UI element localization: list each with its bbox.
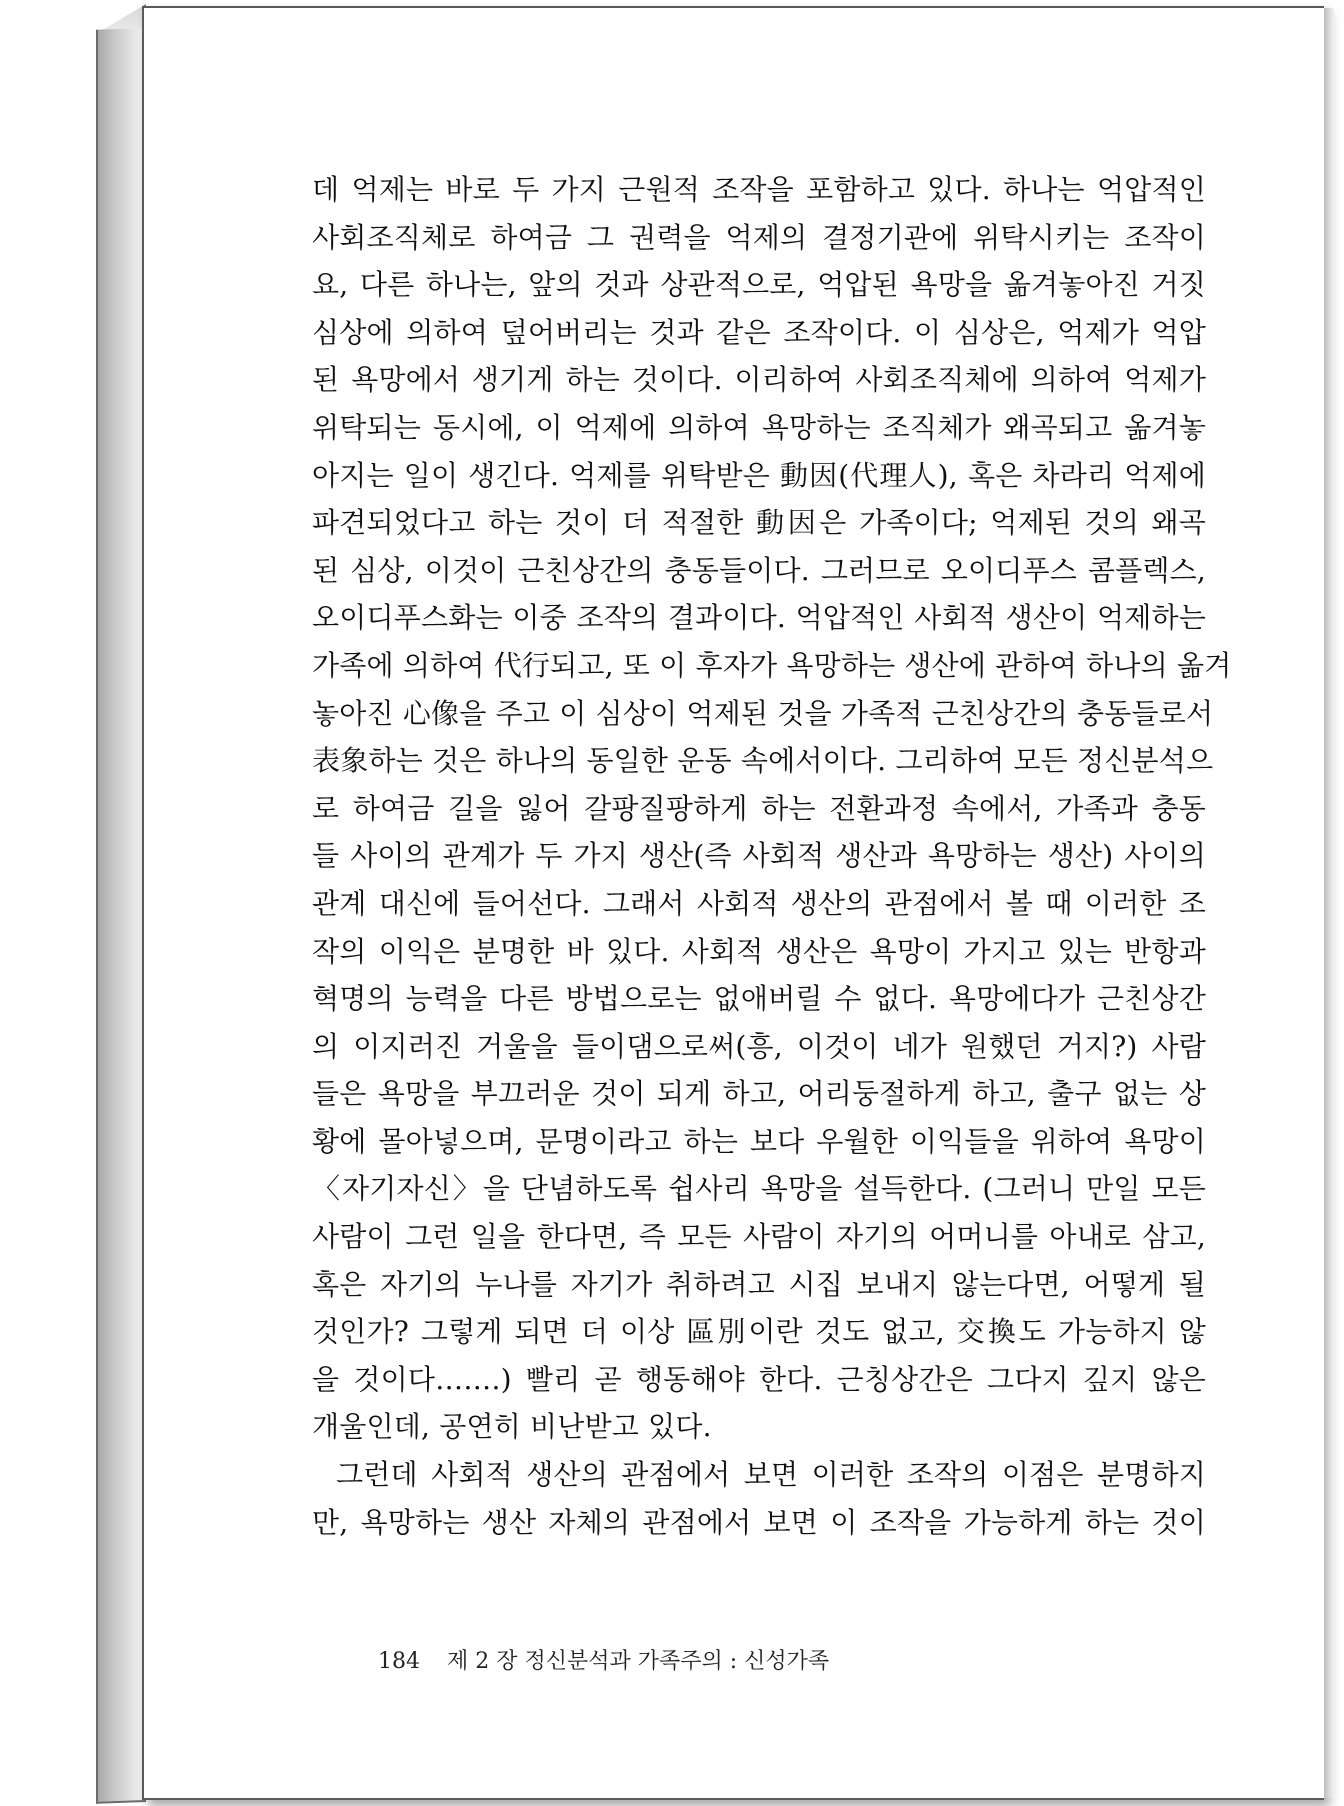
- text-line: 위탁되는 동시에, 이 억제에 의하여 욕망하는 조직체가 왜곡되고 옮겨놓: [312, 410, 1206, 444]
- text-line: 들은 욕망을 부끄러운 것이 되게 하고, 어리둥절하게 하고, 출구 없는 상: [312, 1077, 1206, 1111]
- body-text: [312, 166, 1232, 1546]
- text-line: 작의 이익은 분명한 바 있다. 사회적 생산은 욕망이 가지고 있는 반항과: [312, 934, 1206, 968]
- text-line: 요, 다른 하나는, 앞의 것과 상관적으로, 억압된 욕망을 옮겨놓아진 거짓: [312, 268, 1206, 302]
- text-line: 된 욕망에서 생기게 하는 것이다. 이리하여 사회조직체에 의하여 억제가: [312, 363, 1206, 397]
- text-line: 심상에 의하여 덮어버리는 것과 같은 조작이다. 이 심상은, 억제가 억압: [312, 315, 1206, 349]
- page-stack-edge: [96, 28, 146, 1804]
- text-line: 파견되었다고 하는 것이 더 적절한 動因은 가족이다; 억제된 것의 왜곡: [312, 506, 1206, 540]
- text-line: 놓아진 心像을 주고 이 심상이 억제된 것을 가족적 근친상간의 충동들로서: [312, 696, 1214, 730]
- book-page: [142, 6, 1324, 1800]
- book: [96, 4, 1336, 1800]
- text-line: 혁명의 능력을 다른 방법으로는 없애버릴 수 없다. 욕망에다가 근친상간: [312, 982, 1206, 1016]
- text-line: 의 이지러진 거울을 들이댐으로써(흥, 이것이 네가 원했던 거지?) 사람: [312, 1029, 1206, 1063]
- text-line: 개울인데, 공연히 비난받고 있다.: [312, 1410, 712, 1444]
- text-line: 을 것이다…….) 빨리 곧 행동해야 한다. 근칭상간은 그다지 깊지 않은: [312, 1362, 1206, 1396]
- text-line: 사람이 그런 일을 한다면, 즉 모든 사람이 자기의 어머니를 아내로 삼고,: [312, 1220, 1206, 1254]
- text-line: 것인가? 그렇게 되면 더 이상 區別이란 것도 없고, 交換도 가능하지 않: [312, 1315, 1206, 1349]
- page-number: 184: [378, 1649, 420, 1674]
- text-line: 황에 몰아넣으며, 문명이라고 하는 보다 우월한 이익들을 위하여 욕망이: [312, 1124, 1206, 1158]
- chapter-title: 제 2 장 정신분석과 가족주의 : 신성가족: [447, 1649, 830, 1674]
- text-line: 사회조직체로 하여금 그 권력을 억제의 결정기관에 위탁시키는 조작이: [312, 220, 1206, 254]
- page-footer: [378, 1644, 829, 1675]
- text-line: 〈자기자신〉을 단념하도록 쉽사리 욕망을 설득한다. (그러니 만일 모든: [312, 1172, 1206, 1206]
- text-line: 로 하여금 길을 잃어 갈팡질팡하게 하는 전환과정 속에서, 가족과 충동: [312, 791, 1206, 825]
- text-line: 만, 욕망하는 생산 자체의 관점에서 보면 이 조작을 가능하게 하는 것이: [312, 1505, 1206, 1539]
- text-line: 아지는 일이 생긴다. 억제를 위탁받은 動因(代理人), 혹은 차라리 억제에: [312, 458, 1206, 492]
- text-line: 된 심상, 이것이 근친상간의 충동들이다. 그러므로 오이디푸스 콤플렉스,: [312, 553, 1206, 587]
- text-line: 데 억제는 바로 두 가지 근원적 조작을 포함하고 있다. 하나는 억압적인: [312, 173, 1206, 206]
- text-line: 혹은 자기의 누나를 자기가 취하려고 시집 보내지 않는다면, 어떻게 될: [312, 1267, 1206, 1301]
- text-line: 그런데 사회적 생산의 관점에서 보면 이러한 조작의 이점은 분명하지: [336, 1458, 1206, 1492]
- text-line: 들 사이의 관계가 두 가지 생산(즉 사회적 생산과 욕망하는 생산) 사이의: [312, 839, 1206, 873]
- text-line: 가족에 의하여 代行되고, 또 이 후자가 욕망하는 생산에 관하여 하나의 옮겨: [312, 648, 1232, 682]
- text-line: 관계 대신에 들어선다. 그래서 사회적 생산의 관점에서 볼 때 이러한 조: [312, 886, 1206, 920]
- text-line: 表象하는 것은 하나의 동일한 운동 속에서이다. 그리하여 모든 정신분석으: [312, 744, 1214, 778]
- text-line: 오이디푸스화는 이중 조작의 결과이다. 억압적인 사회적 생산이 억제하는: [312, 601, 1206, 635]
